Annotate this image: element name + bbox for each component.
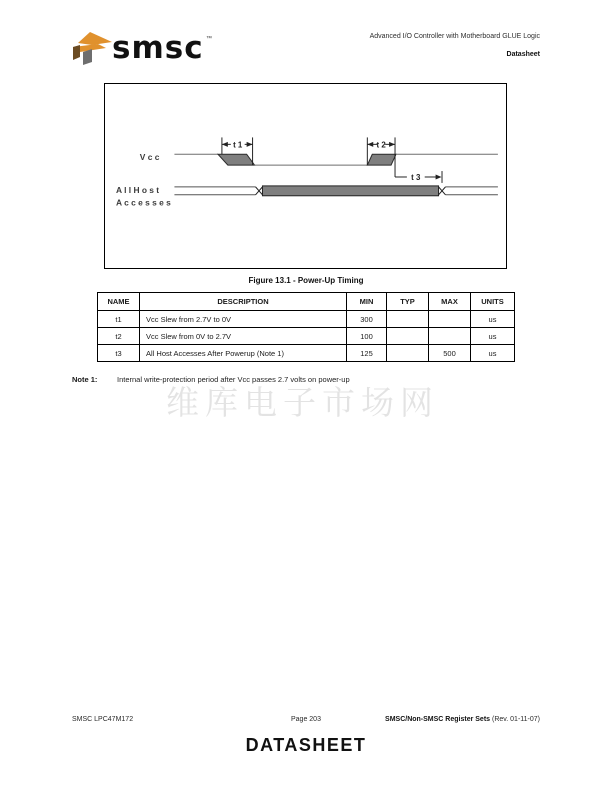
- col-header-min: MIN: [347, 293, 387, 311]
- cell-min: 100: [347, 328, 387, 345]
- cell-max: [429, 328, 471, 345]
- cell-description: Vcc Slew from 0V to 2.7V: [140, 328, 347, 345]
- cell-typ: [387, 328, 429, 345]
- table-row: [98, 328, 515, 345]
- t2-label: t 2: [376, 140, 386, 150]
- table-row: [98, 311, 515, 328]
- col-header-units: UNITS: [471, 293, 515, 311]
- brand-wordmark: smsc: [112, 30, 204, 66]
- logo-arrow-shape: [78, 32, 112, 45]
- cell-min: 125: [347, 345, 387, 362]
- cell-units: us: [471, 328, 515, 345]
- header-right: [370, 33, 540, 58]
- cell-typ: [387, 345, 429, 362]
- cell-typ: [387, 311, 429, 328]
- logo-fold-left-shape: [73, 45, 80, 60]
- cell-max: 500: [429, 345, 471, 362]
- note-label: Note 1:: [72, 375, 98, 384]
- footer-page-number: Page 203: [291, 716, 321, 723]
- col-header-description: DESCRIPTION: [140, 293, 347, 311]
- bus-crossover-right: [439, 187, 446, 195]
- footer-rev-date: (Rev. 01-11-07): [490, 716, 540, 723]
- timing-diagram: [104, 83, 507, 269]
- col-header-name: NAME: [98, 293, 140, 311]
- cell-units: us: [471, 345, 515, 362]
- timing-parameters-table: [97, 292, 515, 362]
- document-title: Advanced I/O Controller with Motherboard GLUE Logic: [369, 33, 540, 40]
- figure-caption: Figure 13.1 - Power-Up Timing: [248, 276, 364, 285]
- timing-diagram-svg: [105, 84, 506, 268]
- bus-crossover-left: [256, 187, 263, 195]
- table-row: [98, 345, 515, 362]
- datasheet-banner: DATASHEET: [245, 735, 367, 755]
- footer-register-sets: SMSC/Non-SMSC Register Sets: [385, 716, 491, 723]
- vcc-signal-label: V c c: [139, 152, 160, 163]
- host-signal-label-line1: A l l H o s t: [116, 184, 160, 195]
- t1-label: t 1: [233, 140, 243, 150]
- note-text: Internal write-protection period after Vcc passes 2.7 volts on power-up: [117, 375, 350, 384]
- cell-max: [429, 311, 471, 328]
- host-signal-label-line2: A c c e s s e s: [116, 197, 171, 208]
- t2-arrow-right: [389, 142, 395, 147]
- footer-part-number: SMSC LPC47M172: [72, 716, 134, 723]
- cell-description: Vcc Slew from 2.7V to 0V: [140, 311, 347, 328]
- col-header-max: MAX: [429, 293, 471, 311]
- t1-arrow-left: [222, 142, 228, 147]
- cell-units: us: [471, 311, 515, 328]
- t3-label: t 3: [411, 172, 421, 182]
- cell-description: All Host Accesses After Powerup (Note 1): [140, 345, 347, 362]
- cell-name: t1: [98, 311, 140, 328]
- cell-name: t2: [98, 328, 140, 345]
- footer-revision: [385, 716, 540, 723]
- smsc-logo-icon: [68, 30, 114, 66]
- vcc-rise-ramp: [367, 154, 396, 165]
- trademark-symbol: ™: [206, 36, 212, 42]
- cell-min: 300: [347, 311, 387, 328]
- t1-arrow-right: [247, 142, 253, 147]
- cell-name: t3: [98, 345, 140, 362]
- col-header-typ: TYP: [387, 293, 429, 311]
- vcc-fall-ramp: [218, 154, 255, 165]
- table-header-row: [98, 293, 515, 311]
- watermark-text: 维库电子市场网: [166, 383, 439, 422]
- bus-valid-region: [262, 186, 438, 196]
- document-subtitle: Datasheet: [506, 51, 540, 58]
- logo-fold-mid-shape: [83, 49, 92, 65]
- t2-arrow-left: [367, 142, 373, 147]
- t3-arrow-right: [436, 175, 442, 180]
